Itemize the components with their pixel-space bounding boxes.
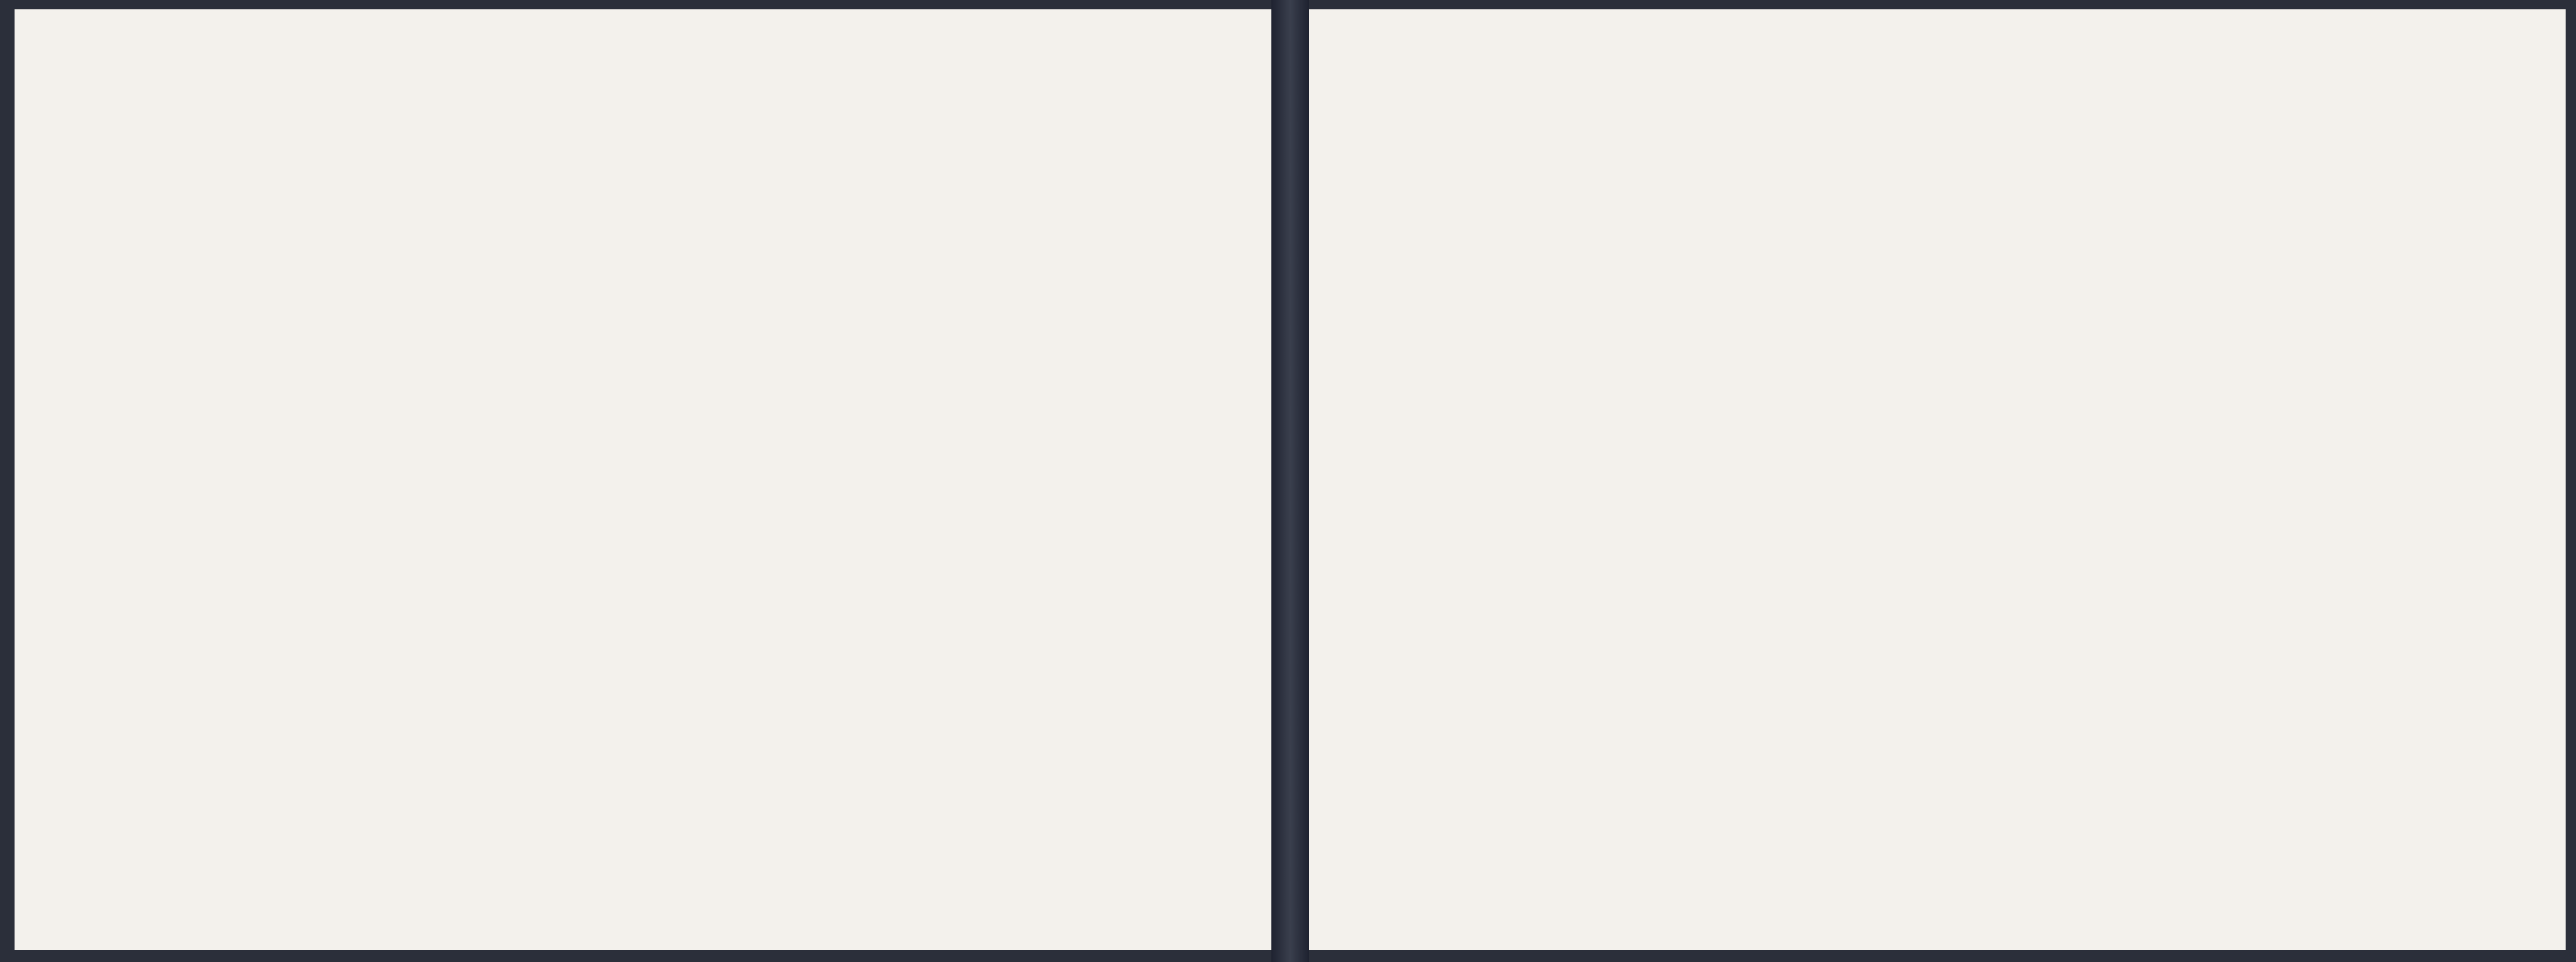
month-value bbox=[120, 123, 178, 169]
present-weather-header bbox=[349, 82, 406, 207]
without-snow-header bbox=[1102, 126, 1159, 204]
max-header bbox=[578, 160, 635, 181]
wind-direction-header bbox=[235, 108, 292, 207]
max-star bbox=[578, 181, 635, 201]
wind-header bbox=[235, 76, 349, 107]
weather-diary-header bbox=[1603, 82, 2565, 124]
year-value bbox=[63, 123, 120, 169]
total-snow-header bbox=[1216, 98, 1271, 191]
soil-depth-100-header bbox=[1043, 134, 1102, 201]
run-of-wind-header bbox=[1396, 71, 1555, 123]
cup-counter-header bbox=[1396, 126, 1498, 204]
soil-temperatures-header bbox=[806, 86, 1102, 117]
right-page bbox=[1309, 9, 2566, 950]
before-09h-header bbox=[1603, 150, 1969, 181]
left-page bbox=[15, 9, 1271, 950]
soil-depth-20-header bbox=[865, 134, 924, 201]
wet-bulb-header bbox=[520, 160, 578, 201]
wind-speed-header bbox=[292, 108, 349, 207]
date-header bbox=[120, 180, 178, 206]
dry-bulb-header bbox=[463, 160, 520, 201]
diff-header bbox=[1498, 126, 1555, 204]
with-snow-header bbox=[1159, 126, 1216, 204]
after-09h-header bbox=[1969, 150, 2565, 181]
hour-header bbox=[63, 180, 120, 206]
screen-header-1 bbox=[463, 86, 578, 117]
screen-header-2 bbox=[578, 86, 692, 117]
book-binding bbox=[1271, 0, 1309, 962]
year-header bbox=[63, 65, 120, 97]
total-cloud-header bbox=[178, 113, 235, 155]
soil-depth-30-header bbox=[924, 134, 984, 201]
grass-min-header bbox=[692, 82, 749, 207]
soil-depth-10-header bbox=[806, 134, 865, 201]
rain-star bbox=[1325, 175, 1396, 196]
soil-depth-50-header bbox=[984, 134, 1043, 201]
min-header bbox=[635, 160, 692, 201]
state-of-ground-header bbox=[1102, 77, 1216, 124]
month-header bbox=[120, 65, 178, 97]
total-rain-header bbox=[1325, 87, 1396, 175]
total-sun-header bbox=[1555, 87, 1603, 201]
concrete-min-header bbox=[749, 82, 806, 207]
visibility-header bbox=[406, 82, 463, 207]
